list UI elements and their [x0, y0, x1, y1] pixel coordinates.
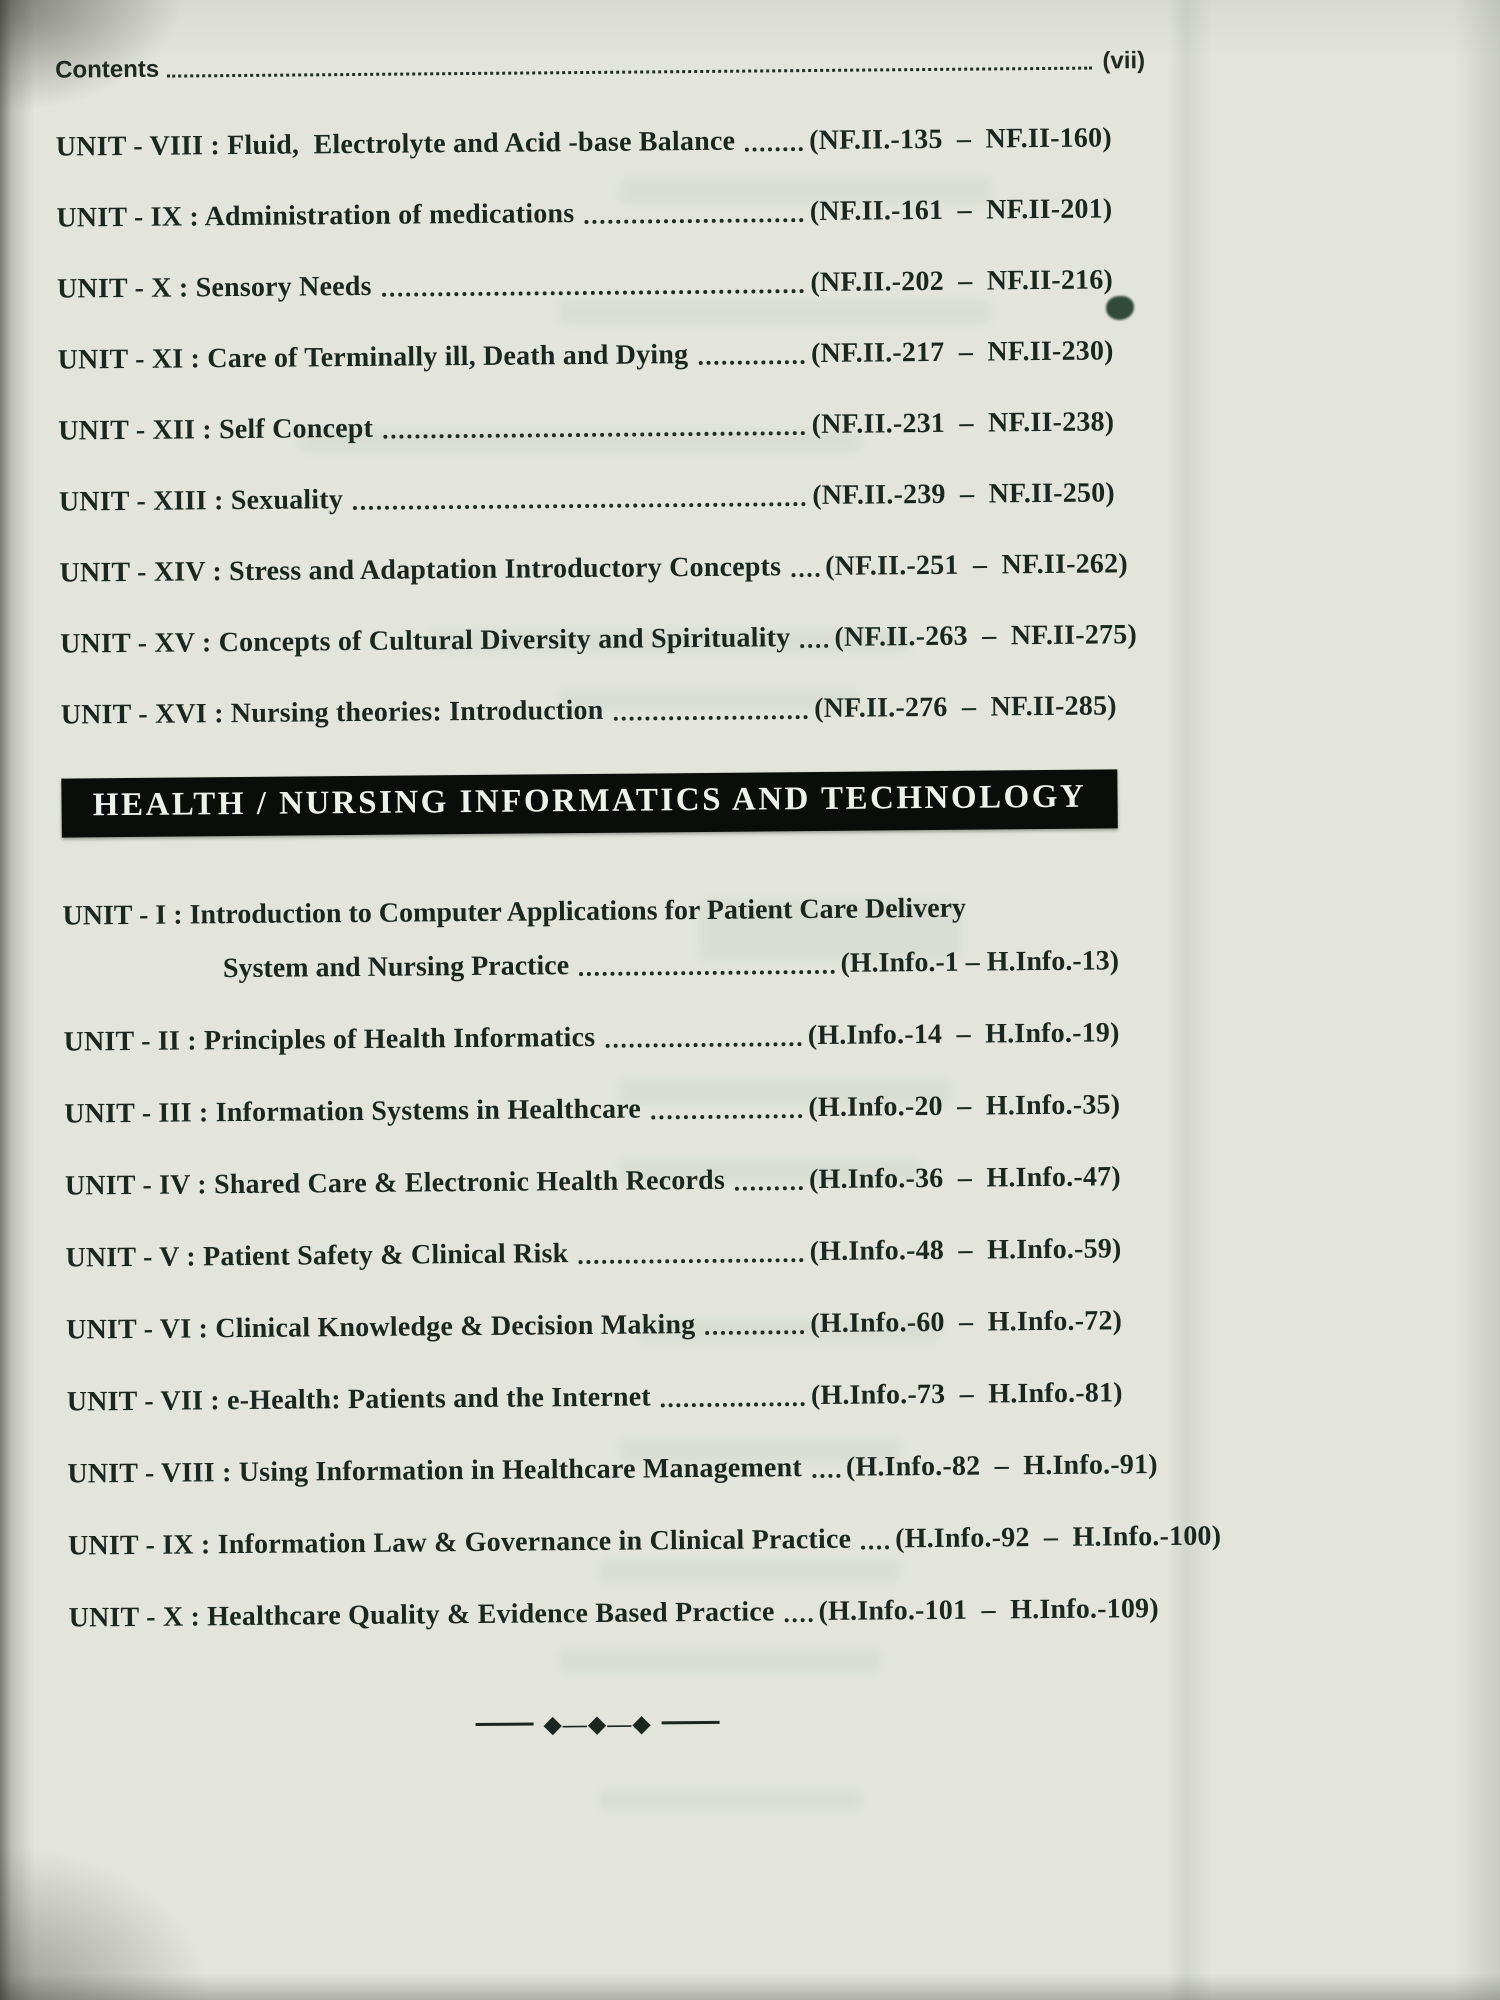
- toc-entry-pages: (H.Info.-1 – H.Info.-13): [840, 945, 1120, 979]
- toc-entry-pages: (NF.II.-263 – NF.II-275): [834, 619, 1138, 653]
- running-head: [55, 47, 1145, 85]
- ornament-rule-left: [475, 1722, 533, 1726]
- ornament-diamonds: ◆—◆—◆: [543, 1711, 652, 1739]
- toc-entry-title: UNIT - XV : Concepts of Cultural Diversity and Spirituality: [60, 622, 791, 660]
- toc-entry: [61, 689, 1117, 732]
- toc-entry-pages: (NF.II.-217 – NF.II-230): [810, 335, 1114, 370]
- dotted-leader: [382, 289, 805, 297]
- toc-entry: [57, 263, 1113, 306]
- toc-entry-pages: (NF.II.-202 – NF.II-216): [810, 264, 1114, 299]
- dotted-leader: [578, 1258, 803, 1264]
- toc-entry-pages: (H.Info.-101 – H.Info.-109): [818, 1593, 1159, 1628]
- toc-entry: [67, 1520, 1222, 1563]
- toc-entry: [67, 1448, 1158, 1491]
- toc-entry-title: UNIT - VIII : Fluid, Electrolyte and Acid -base Balance: [55, 125, 736, 163]
- toc-section-hinfo: [62, 890, 1222, 1635]
- toc-entry-title: UNIT - X : Healthcare Quality & Evidence Based Practice: [68, 1596, 775, 1634]
- toc-entry-title: UNIT - XIII : Sexuality: [58, 484, 344, 518]
- dotted-leader: [791, 573, 819, 577]
- toc-entry-title: UNIT - XVI : Nursing theories: Introduction: [60, 694, 604, 731]
- toc-entry: [58, 334, 1114, 377]
- dotted-leader: [614, 715, 809, 721]
- toc-entry-title: UNIT - VII : e-Health: Patients and the Internet: [66, 1381, 651, 1418]
- toc-entry-pages: (NF.II.-251 – NF.II-262): [825, 548, 1128, 582]
- toc-entry: [58, 405, 1114, 448]
- dotted-leader: [651, 1114, 802, 1119]
- section-banner: HEALTH / NURSING INFORMATICS AND TECHNOLOGY: [61, 769, 1117, 837]
- toc-entry-title: UNIT - II : Principles of Health Informatics: [63, 1021, 596, 1058]
- toc-entry-pages: (H.Info.-48 – H.Info.-59): [809, 1233, 1122, 1268]
- toc-entry-pages: (H.Info.-20 – H.Info.-35): [808, 1089, 1121, 1124]
- toc-entry: [56, 121, 1112, 164]
- toc-entry: [59, 476, 1115, 519]
- toc-entry-title: UNIT - V : Patient Safety & Clinical Risk: [65, 1238, 569, 1274]
- toc-entry-pages: (NF.II.-231 – NF.II-238): [811, 406, 1115, 441]
- dotted-leader: [800, 644, 828, 648]
- bleed-through-artifact: [600, 1790, 860, 1810]
- toc-entry: [68, 1592, 1159, 1635]
- dotted-leader: [735, 1186, 803, 1191]
- ornament-rule-right: [662, 1720, 720, 1724]
- toc-entry-title: UNIT - VI : Clinical Knowledge & Decision Making: [65, 1309, 696, 1346]
- contents-label: Contents: [55, 55, 160, 84]
- dotted-leader: [579, 970, 834, 976]
- table-of-contents: [55, 47, 1222, 1743]
- toc-entry: [65, 1232, 1121, 1275]
- dotted-leader: [661, 1402, 805, 1407]
- dotted-leader: [745, 147, 803, 152]
- toc-entry-title: UNIT - XIV : Stress and Adaptation Introductory Concepts: [59, 551, 782, 589]
- toc-entry-pages: (NF.II.-239 – NF.II-250): [812, 477, 1116, 512]
- dotted-leader: [584, 218, 803, 224]
- dotted-leader: [353, 502, 806, 510]
- toc-entry: [66, 1304, 1122, 1347]
- toc-entry-title: UNIT - IV : Shared Care & Electronic Health Records: [64, 1164, 726, 1202]
- toc-entry: [65, 1160, 1121, 1203]
- toc-entry-title: UNIT - X : Sensory Needs: [56, 270, 372, 305]
- toc-entry: [67, 1376, 1123, 1419]
- toc-entry-title: UNIT - XI : Care of Terminally ill, Death and Dying: [57, 339, 689, 376]
- toc-entry-title: UNIT - III : Information Systems in Healthcare: [64, 1093, 642, 1130]
- toc-entry-title: UNIT - IX : Administration of medications: [56, 198, 575, 234]
- toc-entry-pages: (H.Info.-14 – H.Info.-19): [807, 1017, 1120, 1052]
- dotted-leader: [698, 360, 805, 365]
- toc-entry-pages: (NF.II.-135 – NF.II-160): [809, 122, 1112, 157]
- toc-section-nf: [55, 121, 1138, 732]
- dotted-leader: [785, 1618, 813, 1622]
- toc-entry-pages: (NF.II.-161 – NF.II-201): [809, 193, 1113, 228]
- toc-entry: [62, 890, 1119, 987]
- toc-entry-pages: (H.Info.-73 – H.Info.-81): [810, 1377, 1123, 1412]
- dotted-leader: [605, 1042, 801, 1048]
- toc-entry: [63, 1016, 1119, 1059]
- end-ornament: [69, 1704, 1125, 1743]
- dotted-leader: [812, 1474, 840, 1478]
- toc-entry-pages: (H.Info.-82 – H.Info.-91): [845, 1449, 1158, 1483]
- toc-entry-title: UNIT - I : Introduction to Computer Applications for Patient Care Delivery: [62, 892, 967, 932]
- toc-entry-pages: (NF.II.-276 – NF.II-285): [814, 690, 1117, 725]
- toc-entry: [56, 192, 1112, 235]
- toc-entry-title: UNIT - XII : Self Concept: [58, 412, 374, 447]
- toc-entry: [64, 1088, 1120, 1131]
- toc-entry-pages: (H.Info.-92 – H.Info.-100): [895, 1520, 1222, 1555]
- dotted-leader: [383, 431, 806, 439]
- toc-entry: [60, 618, 1138, 661]
- toc-entry: [59, 547, 1128, 590]
- toc-entry-pages: (H.Info.-36 – H.Info.-47): [808, 1161, 1121, 1196]
- toc-entry-title-continued: System and Nursing Practice: [222, 950, 570, 985]
- dotted-leader: [705, 1330, 804, 1335]
- toc-entry-pages: (H.Info.-60 – H.Info.-72): [810, 1305, 1123, 1340]
- toc-entry-title: UNIT - VIII : Using Information in Healthcare Management: [67, 1452, 803, 1490]
- dotted-leader: [167, 67, 1092, 78]
- toc-entry-title: UNIT - IX : Information Law & Governance in Clinical Practice: [67, 1523, 852, 1562]
- page-number: (vii): [1102, 47, 1146, 75]
- dotted-leader: [861, 1545, 889, 1549]
